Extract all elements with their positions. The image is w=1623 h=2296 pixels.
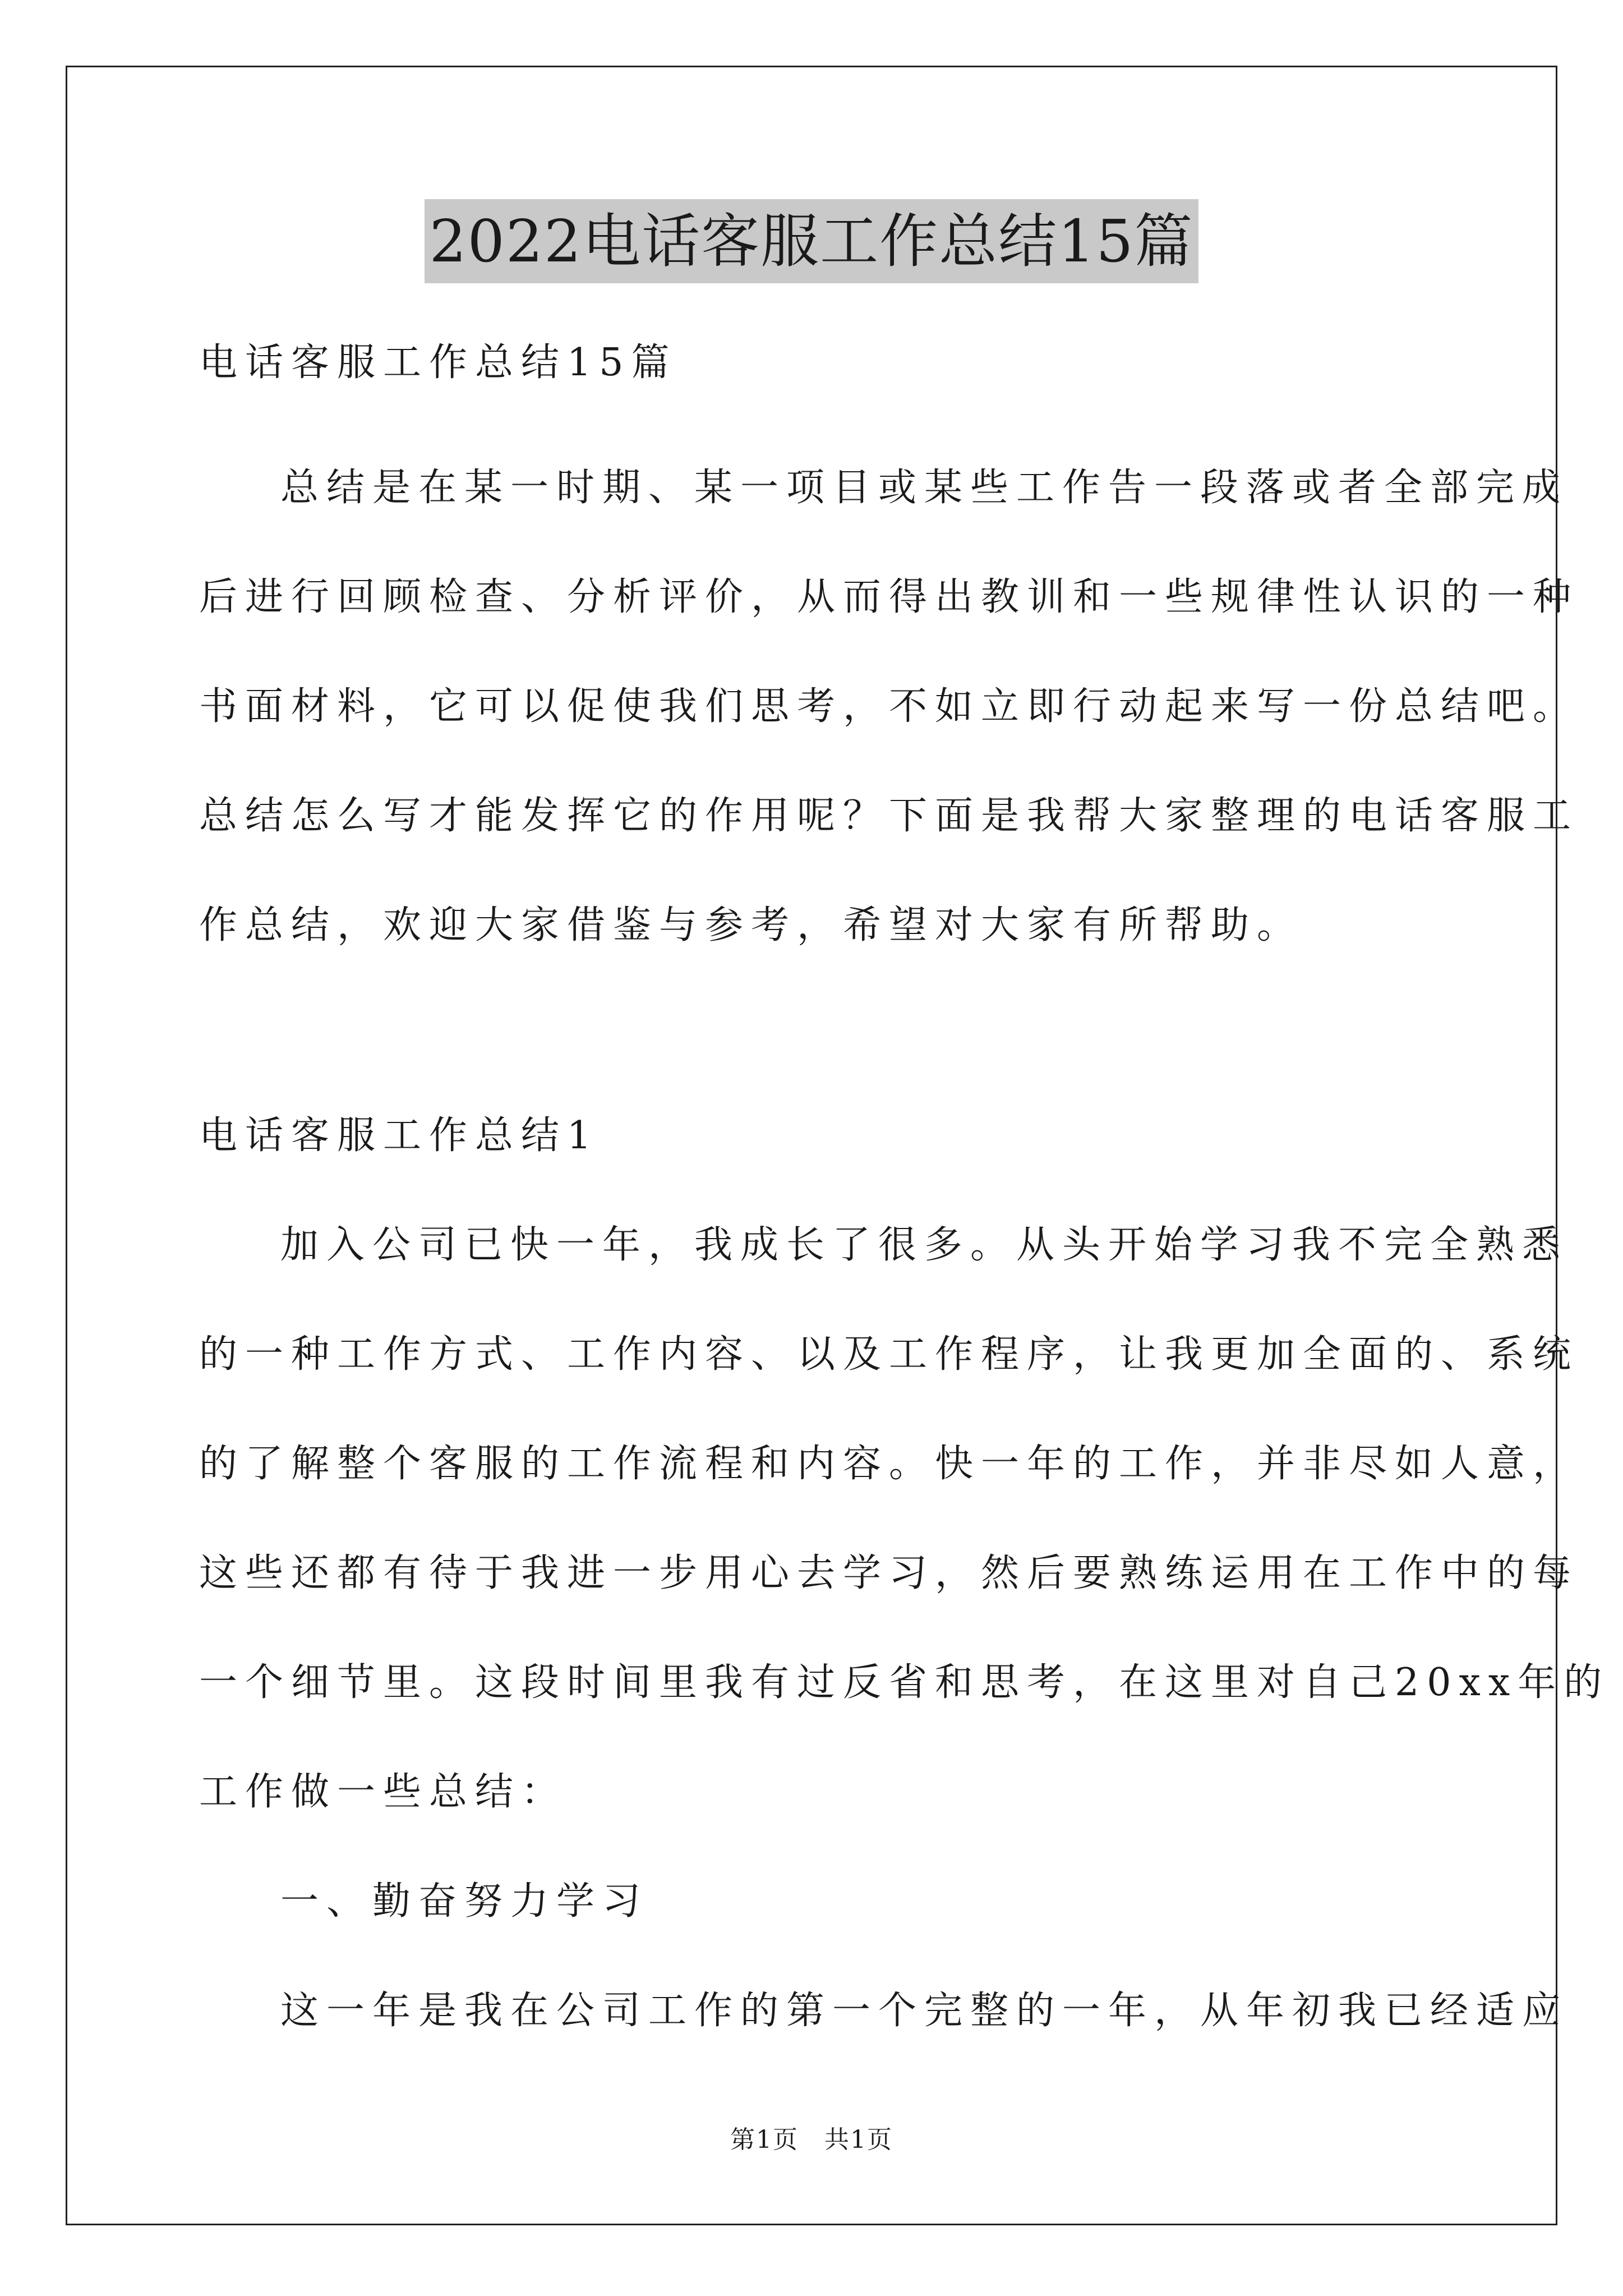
paragraph-line: 作总结，欢迎大家借鉴与参考，希望对大家有所帮助。: [199, 903, 1303, 947]
title-container: [0, 199, 1623, 283]
paragraph-line: 这些还都有待于我进一步用心去学习，然后要熟练运用在工作中的每: [199, 1551, 1579, 1595]
paragraph-line: 的一种工作方式、工作内容、以及工作程序，让我更加全面的、系统: [199, 1332, 1579, 1377]
subtitle: 电话客服工作总结15篇: [199, 341, 677, 385]
paragraph-line: 这一年是我在公司工作的第一个完整的一年，从年初我已经适应: [280, 1989, 1569, 2033]
paragraph-line: 的了解整个客服的工作流程和内容。快一年的工作，并非尽如人意，: [199, 1442, 1579, 1486]
document-title: 2022电话客服工作总结15篇: [425, 199, 1198, 283]
paragraph-line: 一个细节里。这段时间里我有过反省和思考，在这里对自己20xx年的: [199, 1660, 1610, 1705]
section-heading: 电话客服工作总结1: [199, 1114, 600, 1158]
subsection-heading: 一、勤奋努力学习: [280, 1879, 649, 1924]
page-footer: 第1页 共1页: [730, 2125, 893, 2154]
paragraph-line: 总结怎么写才能发挥它的作用呢？下面是我帮大家整理的电话客服工: [199, 794, 1579, 838]
paragraph-line: 书面材料，它可以促使我们思考，不如立即行动起来写一份总结吧。: [199, 684, 1579, 729]
paragraph-line: 工作做一些总结：: [199, 1770, 568, 1814]
paragraph-line: 后进行回顾检查、分析评价，从而得出教训和一些规律性认识的一种: [199, 575, 1579, 619]
paragraph-line: 加入公司已快一年，我成长了很多。从头开始学习我不完全熟悉: [280, 1223, 1569, 1267]
paragraph-line: 总结是在某一时期、某一项目或某些工作告一段落或者全部完成: [280, 466, 1569, 510]
